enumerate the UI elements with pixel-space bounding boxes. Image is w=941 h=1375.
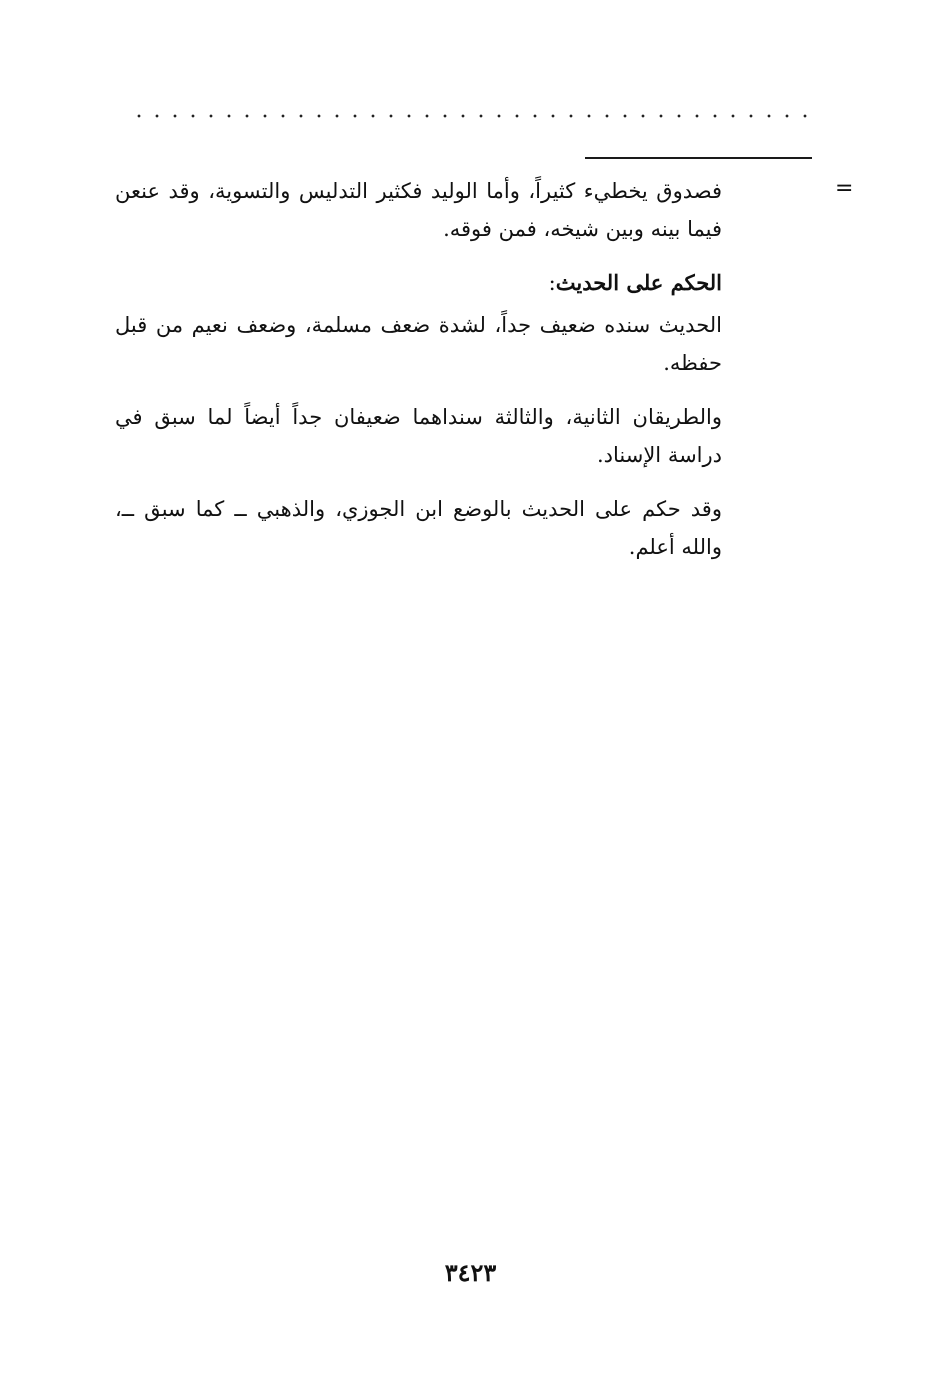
section-heading-text: الحكم على الحديث	[555, 270, 722, 295]
paragraph-3: وقد حكم على الحديث بالوضع ابن الجوزي، والذهبي ــ كما سبق ــ، والله أعلم.	[115, 497, 722, 559]
continuation-mark: =	[835, 176, 854, 201]
footnote-text: فصدوق يخطيء كثيراً، وأما الوليد فكثير التدليس والتسوية، وقد عنعن فيما بينه وبين شيخه، فمن فوقه.	[115, 179, 722, 241]
dotted-separator	[130, 112, 810, 120]
section-heading-colon: :	[548, 271, 556, 295]
paragraph-1: الحديث سنده ضعيف جداً، لشدة ضعف مسلمة، وضعف نعيم من قبل حفظه.	[115, 313, 722, 375]
paragraph-2: والطريقان الثانية، والثالثة سنداهما ضعيفان جداً أيضاً لما سبق في دراسة الإسناد.	[115, 405, 722, 467]
page-number: ٣٤٢٣	[444, 1258, 497, 1287]
section-heading	[115, 268, 722, 298]
footnote-rule	[585, 157, 812, 159]
